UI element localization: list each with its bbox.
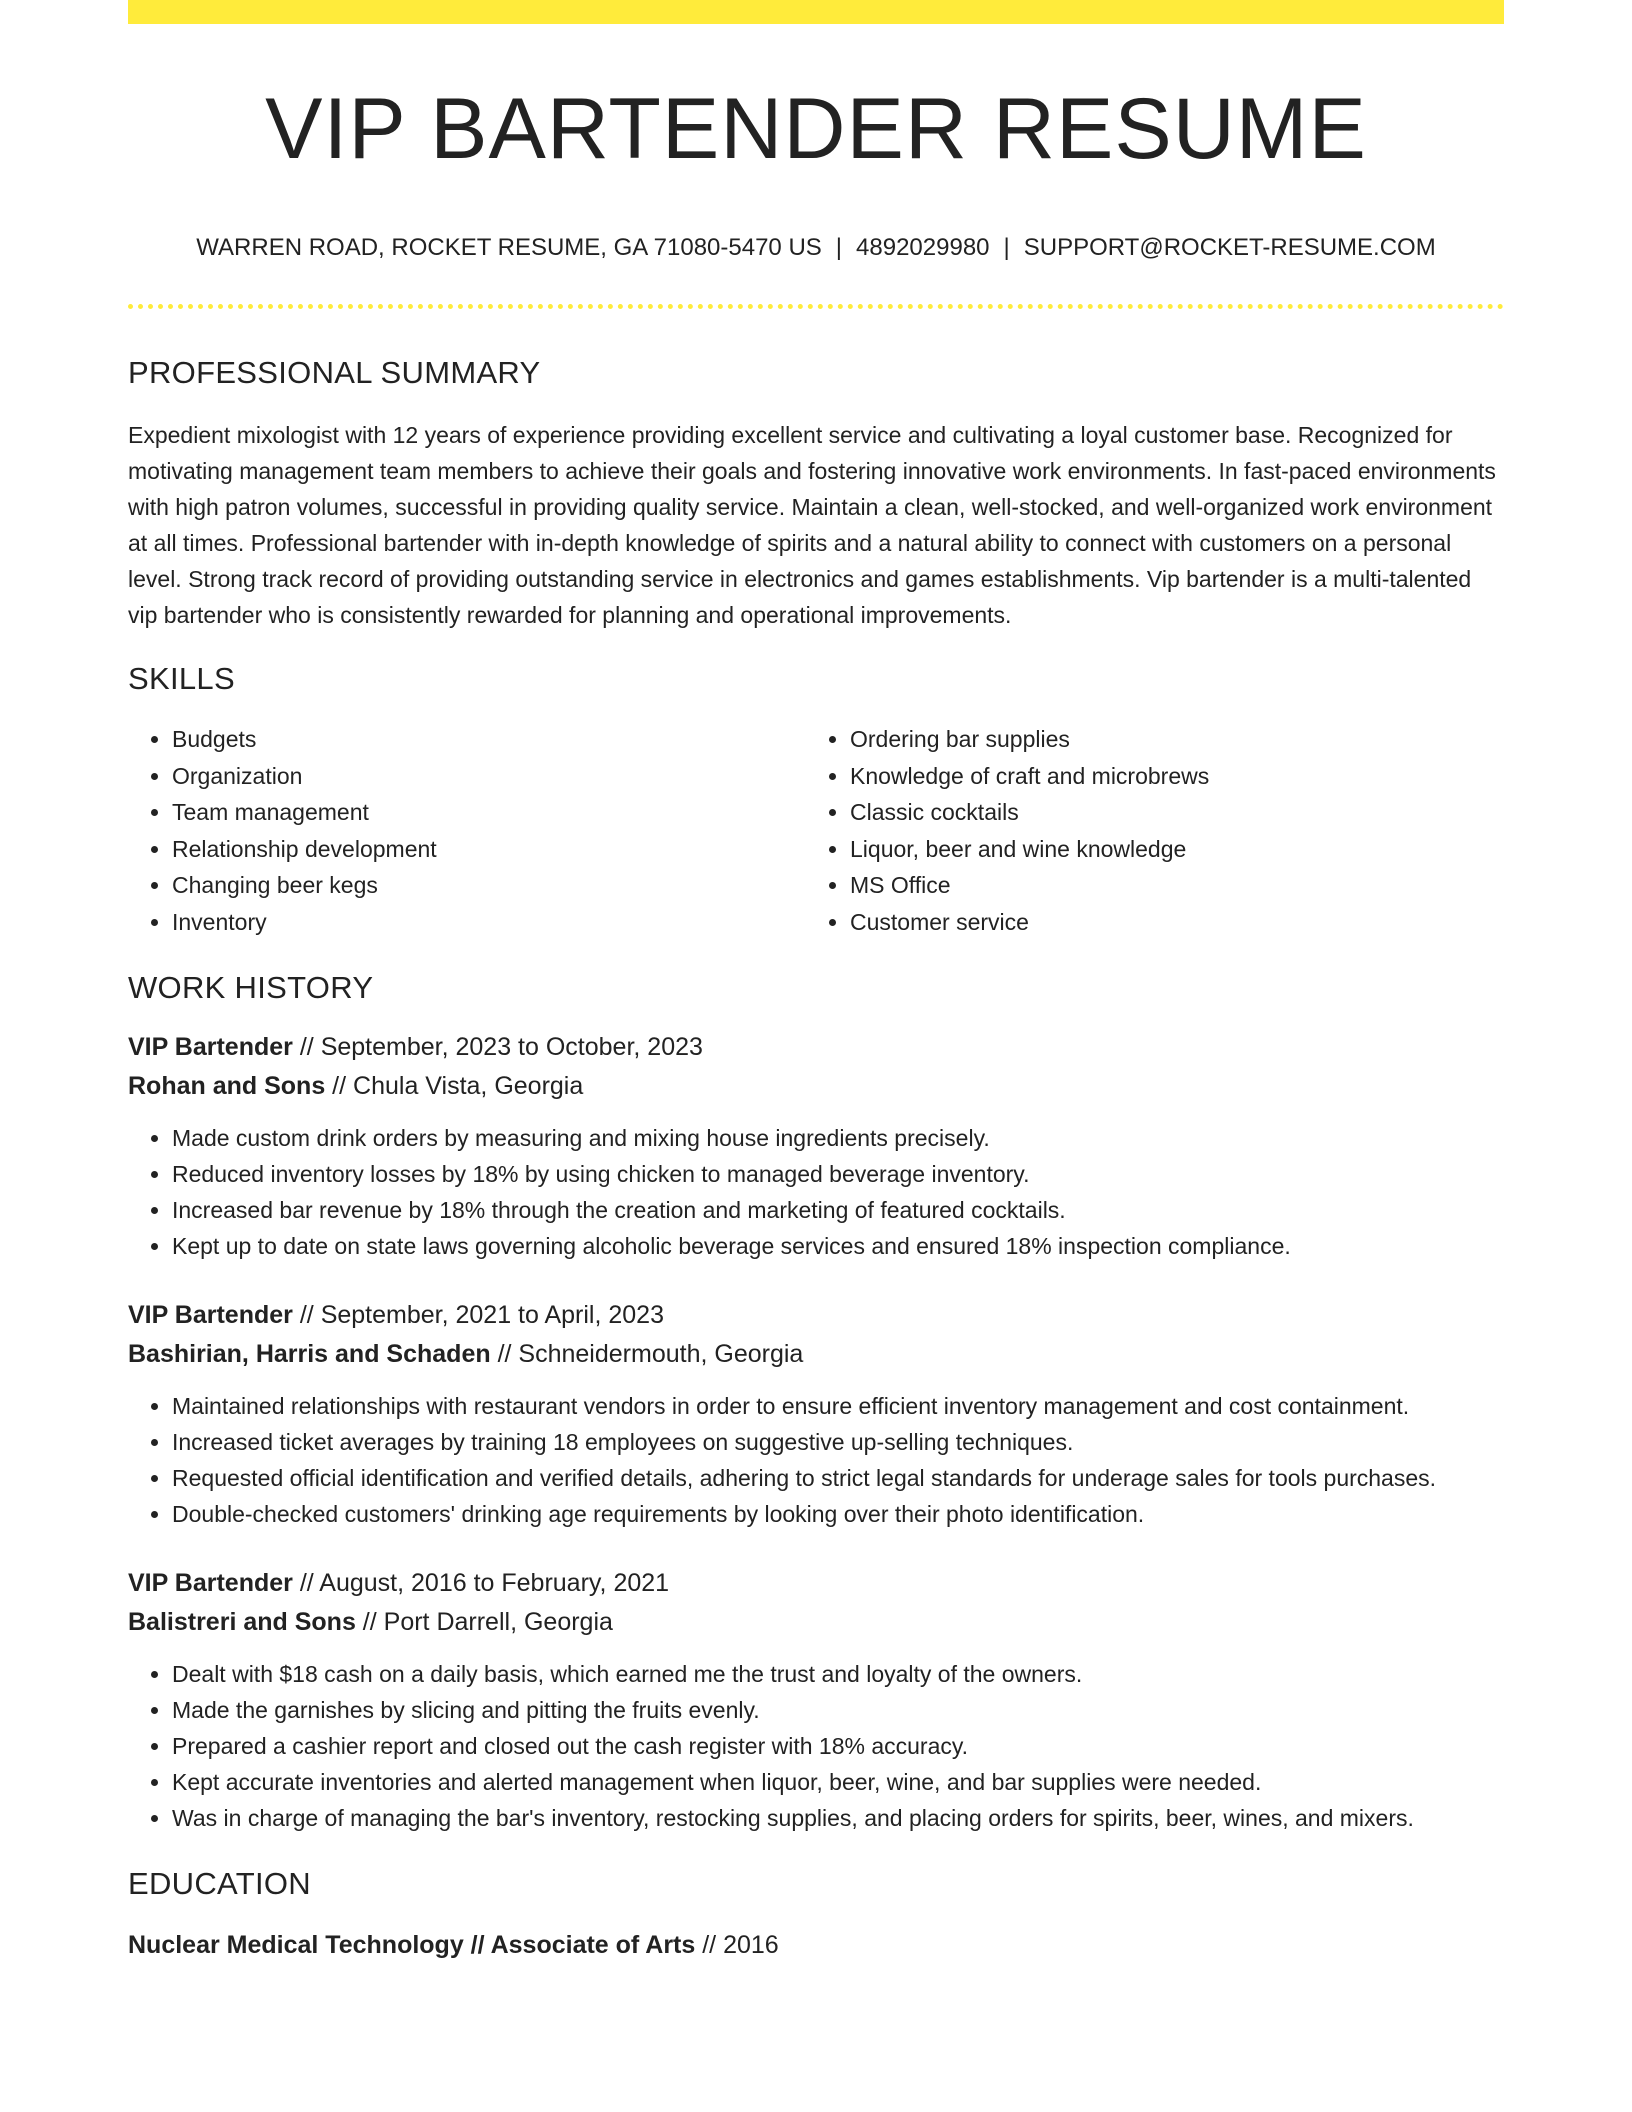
- job-bullet: • Dealt with $18 cash on a daily basis, which earned me the trust and loyalty of the owners.: [172, 1656, 1504, 1692]
- resume-page: [128, 0, 1504, 1965]
- job-bullet: • Made the garnishes by slicing and pitting the fruits evenly.: [172, 1692, 1504, 1728]
- job-company-line: [128, 1335, 1504, 1374]
- job-dates: August, 2016 to February, 2021: [319, 1569, 670, 1597]
- education-entry: [128, 1926, 1504, 1965]
- summary-text: Expedient mixologist with 12 years of experience providing excellent service and cultivating a loyal customer base. Recognized for motivating management team members to achieve their goals and fostering innovative work environments. In fast-paced environments with high patron volumes, successful in providing quality service. Maintain a clean, well-stocked, and well-organized work environment at all times. Professional bartender with in-depth knowledge of spirits and a natural ability to connect with customers on a personal level. Strong track record of providing outstanding service in electronics and games establishments. Vip bartender is a multi-talented vip bartender who is consistently rewarded for planning and operational improvements.: [128, 422, 1496, 628]
- job-separator: //: [292, 1569, 320, 1597]
- dotted-divider: [128, 304, 1504, 309]
- job-bullet: • Made custom drink orders by measuring and mixing house ingredients precisely.: [172, 1120, 1504, 1156]
- skill-item: • Inventory: [172, 904, 806, 941]
- job-company-line: [128, 1067, 1504, 1106]
- contact-separator: |: [835, 234, 843, 261]
- job-bullets: [128, 1388, 1504, 1532]
- skill-item: • Ordering bar supplies: [850, 721, 1484, 758]
- education-year: 2016: [723, 1931, 779, 1959]
- job-entry: [128, 1564, 1504, 1836]
- skill-item: • Liquor, beer and wine knowledge: [850, 831, 1484, 868]
- job-bullet: • Reduced inventory losses by 18% by using chicken to managed beverage inventory.: [172, 1156, 1504, 1192]
- work-history-heading: WORK HISTORY: [128, 970, 374, 1005]
- skill-item: • Relationship development: [172, 831, 806, 868]
- page-title: VIP BARTENDER RESUME: [265, 81, 1367, 177]
- job-title: VIP Bartender: [128, 1301, 293, 1329]
- skill-item: • Team management: [172, 794, 806, 831]
- skill-item: • MS Office: [850, 867, 1484, 904]
- job-separator: //: [292, 1033, 321, 1061]
- job-separator: //: [325, 1072, 354, 1100]
- contact-phone: 4892029980: [856, 234, 990, 261]
- skills-column-right: [806, 721, 1484, 940]
- skill-item: • Knowledge of craft and microbrews: [850, 758, 1484, 795]
- job-bullet: • Prepared a cashier report and closed out the cash register with 18% accuracy.: [172, 1728, 1504, 1764]
- job-bullet: • Was in charge of managing the bar's inventory, restocking supplies, and placing orders for spirits, beer, wines, and mixers.: [172, 1800, 1504, 1836]
- contact-address: WARREN ROAD, ROCKET RESUME, GA 71080-5470 US: [196, 234, 822, 261]
- job-bullet: • Kept up to date on state laws governing alcoholic beverage services and ensured 18% inspection compliance.: [172, 1228, 1504, 1264]
- education-field: Nuclear Medical Technology: [128, 1931, 464, 1959]
- job-bullet: • Maintained relationships with restaurant vendors in order to ensure efficient inventory management and cost containment.: [172, 1388, 1504, 1424]
- skill-item: • Classic cocktails: [850, 794, 1484, 831]
- job-separator: //: [292, 1301, 321, 1329]
- education-separator: //: [695, 1931, 724, 1959]
- skill-item: • Customer service: [850, 904, 1484, 941]
- skill-item: • Organization: [172, 758, 806, 795]
- job-bullet: • Increased ticket averages by training 18 employees on suggestive up-selling techniques.: [172, 1424, 1504, 1460]
- job-title-line: [128, 1028, 1504, 1067]
- top-accent-bar: [128, 0, 1504, 24]
- job-bullet: • Requested official identification and verified details, adhering to strict legal standards for underage sales for tools purchases.: [172, 1460, 1504, 1496]
- job-separator: //: [490, 1340, 519, 1368]
- job-title: VIP Bartender: [128, 1033, 293, 1061]
- education-heading: EDUCATION: [128, 1866, 311, 1901]
- contact-line: [128, 232, 1504, 264]
- contact-email: SUPPORT@ROCKET-RESUME.COM: [1023, 234, 1436, 261]
- job-company: Bashirian, Harris and Schaden: [128, 1340, 491, 1368]
- job-bullets: [128, 1656, 1504, 1836]
- job-location: Port Darrell, Georgia: [383, 1608, 613, 1636]
- skills-column-left: [128, 721, 806, 940]
- job-bullet: • Double-checked customers' drinking age requirements by looking over their photo identification.: [172, 1496, 1504, 1532]
- skills-list: [128, 721, 1504, 940]
- job-company: Balistreri and Sons: [128, 1608, 356, 1636]
- job-bullet: • Kept accurate inventories and alerted management when liquor, beer, wine, and bar supplies were needed.: [172, 1764, 1504, 1800]
- education-degree: Associate of Arts: [490, 1931, 696, 1959]
- summary-heading: PROFESSIONAL SUMMARY: [128, 355, 541, 390]
- job-entry: [128, 1028, 1504, 1264]
- job-title-line: [128, 1564, 1504, 1603]
- job-dates: September, 2023 to October, 2023: [320, 1033, 703, 1061]
- contact-separator: |: [1003, 234, 1010, 261]
- skill-item: • Changing beer kegs: [172, 867, 806, 904]
- job-bullets: [128, 1120, 1504, 1264]
- job-location: Chula Vista, Georgia: [353, 1072, 584, 1100]
- skill-item: • Budgets: [172, 721, 806, 758]
- job-separator: //: [355, 1608, 384, 1636]
- job-bullet: • Increased bar revenue by 18% through the creation and marketing of featured cocktails.: [172, 1192, 1504, 1228]
- job-title: VIP Bartender: [128, 1569, 293, 1597]
- job-dates: September, 2021 to April, 2023: [320, 1301, 664, 1329]
- education-separator: //: [463, 1931, 491, 1959]
- job-company: Rohan and Sons: [128, 1072, 326, 1100]
- job-company-line: [128, 1603, 1504, 1642]
- job-location: Schneidermouth, Georgia: [518, 1340, 804, 1368]
- job-entry: [128, 1296, 1504, 1532]
- skills-heading: SKILLS: [128, 661, 235, 696]
- job-title-line: [128, 1296, 1504, 1335]
